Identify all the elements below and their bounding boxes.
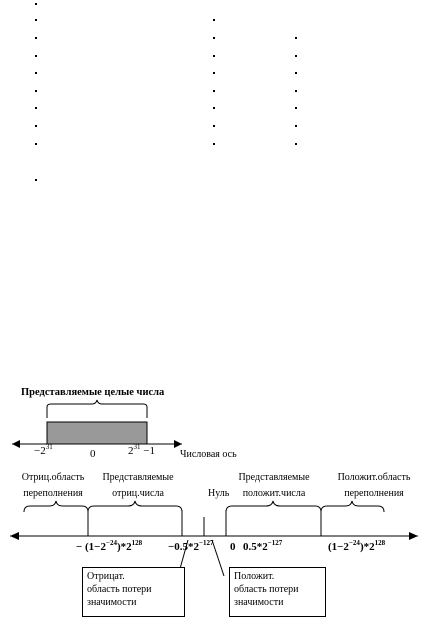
brace-neg-repr: [88, 501, 182, 512]
label-neg-overflow: [8, 472, 98, 499]
label-zero: Нуль: [208, 488, 230, 499]
int-tick-zero: 0: [90, 448, 96, 460]
label-neg-overflow-line2: переполнения: [23, 488, 83, 499]
int-range-brace: [47, 400, 147, 418]
tick-label-neg-min: $-0.5*2^{-127}$: [168, 539, 214, 553]
label-neg-repr-line1: Представляемые: [102, 472, 174, 483]
tick-label-neg-max: − $(1-2^{-24})*2^{128}$: [76, 539, 143, 553]
float-axis-arrow-left: [10, 532, 19, 540]
tick-label-zero: 0: [230, 541, 236, 553]
neg-underflow-line2: область потери: [87, 584, 152, 595]
pos-underflow-box: [229, 567, 326, 617]
label-neg-repr-line2: отриц.числа: [112, 488, 164, 499]
tick-label-pos-min: $0.5*2^{-127}$: [243, 539, 283, 553]
int-shaded-range: [47, 422, 147, 444]
label-pos-overflow-line2: переполнения: [344, 488, 404, 499]
pos-underflow-line3: значимости: [234, 597, 284, 608]
brace-pos-repr: [226, 501, 321, 512]
label-neg-repr: [93, 472, 183, 499]
brace-pos-overflow: [321, 501, 384, 512]
label-pos-repr: [226, 472, 322, 499]
neg-underflow-box: [82, 567, 185, 617]
int-diagram-title: Представляемые целые числа: [21, 387, 165, 398]
neg-underflow-line3: значимости: [87, 597, 137, 608]
label-pos-repr-line1: Представляемые: [238, 472, 310, 483]
label-pos-overflow: [327, 472, 421, 499]
neg-underflow-line1: Отрицат.: [87, 571, 125, 582]
tick-label-pos-max: $(1-2^{-24})*2^{128}$: [328, 539, 386, 553]
label-neg-overflow-line1: Отриц.область: [21, 472, 85, 483]
label-pos-overflow-line1: Положит.область: [337, 472, 411, 483]
int-tick-neg-2-31: $-2^{31}$: [34, 443, 53, 457]
int-axis-arrow-left: [12, 440, 20, 448]
float-axis-arrow-right: [409, 532, 418, 540]
int-axis-label: Числовая ось: [180, 449, 237, 460]
int-axis-arrow-right: [174, 440, 182, 448]
label-pos-repr-line2: положит.числа: [242, 488, 306, 499]
pos-underflow-line1: Положит.: [234, 571, 275, 582]
brace-neg-overflow: [24, 501, 88, 512]
pos-underflow-line2: область потери: [234, 584, 299, 595]
int-tick-pos-2-31-minus-1: $2^{31} -1$: [128, 443, 155, 457]
